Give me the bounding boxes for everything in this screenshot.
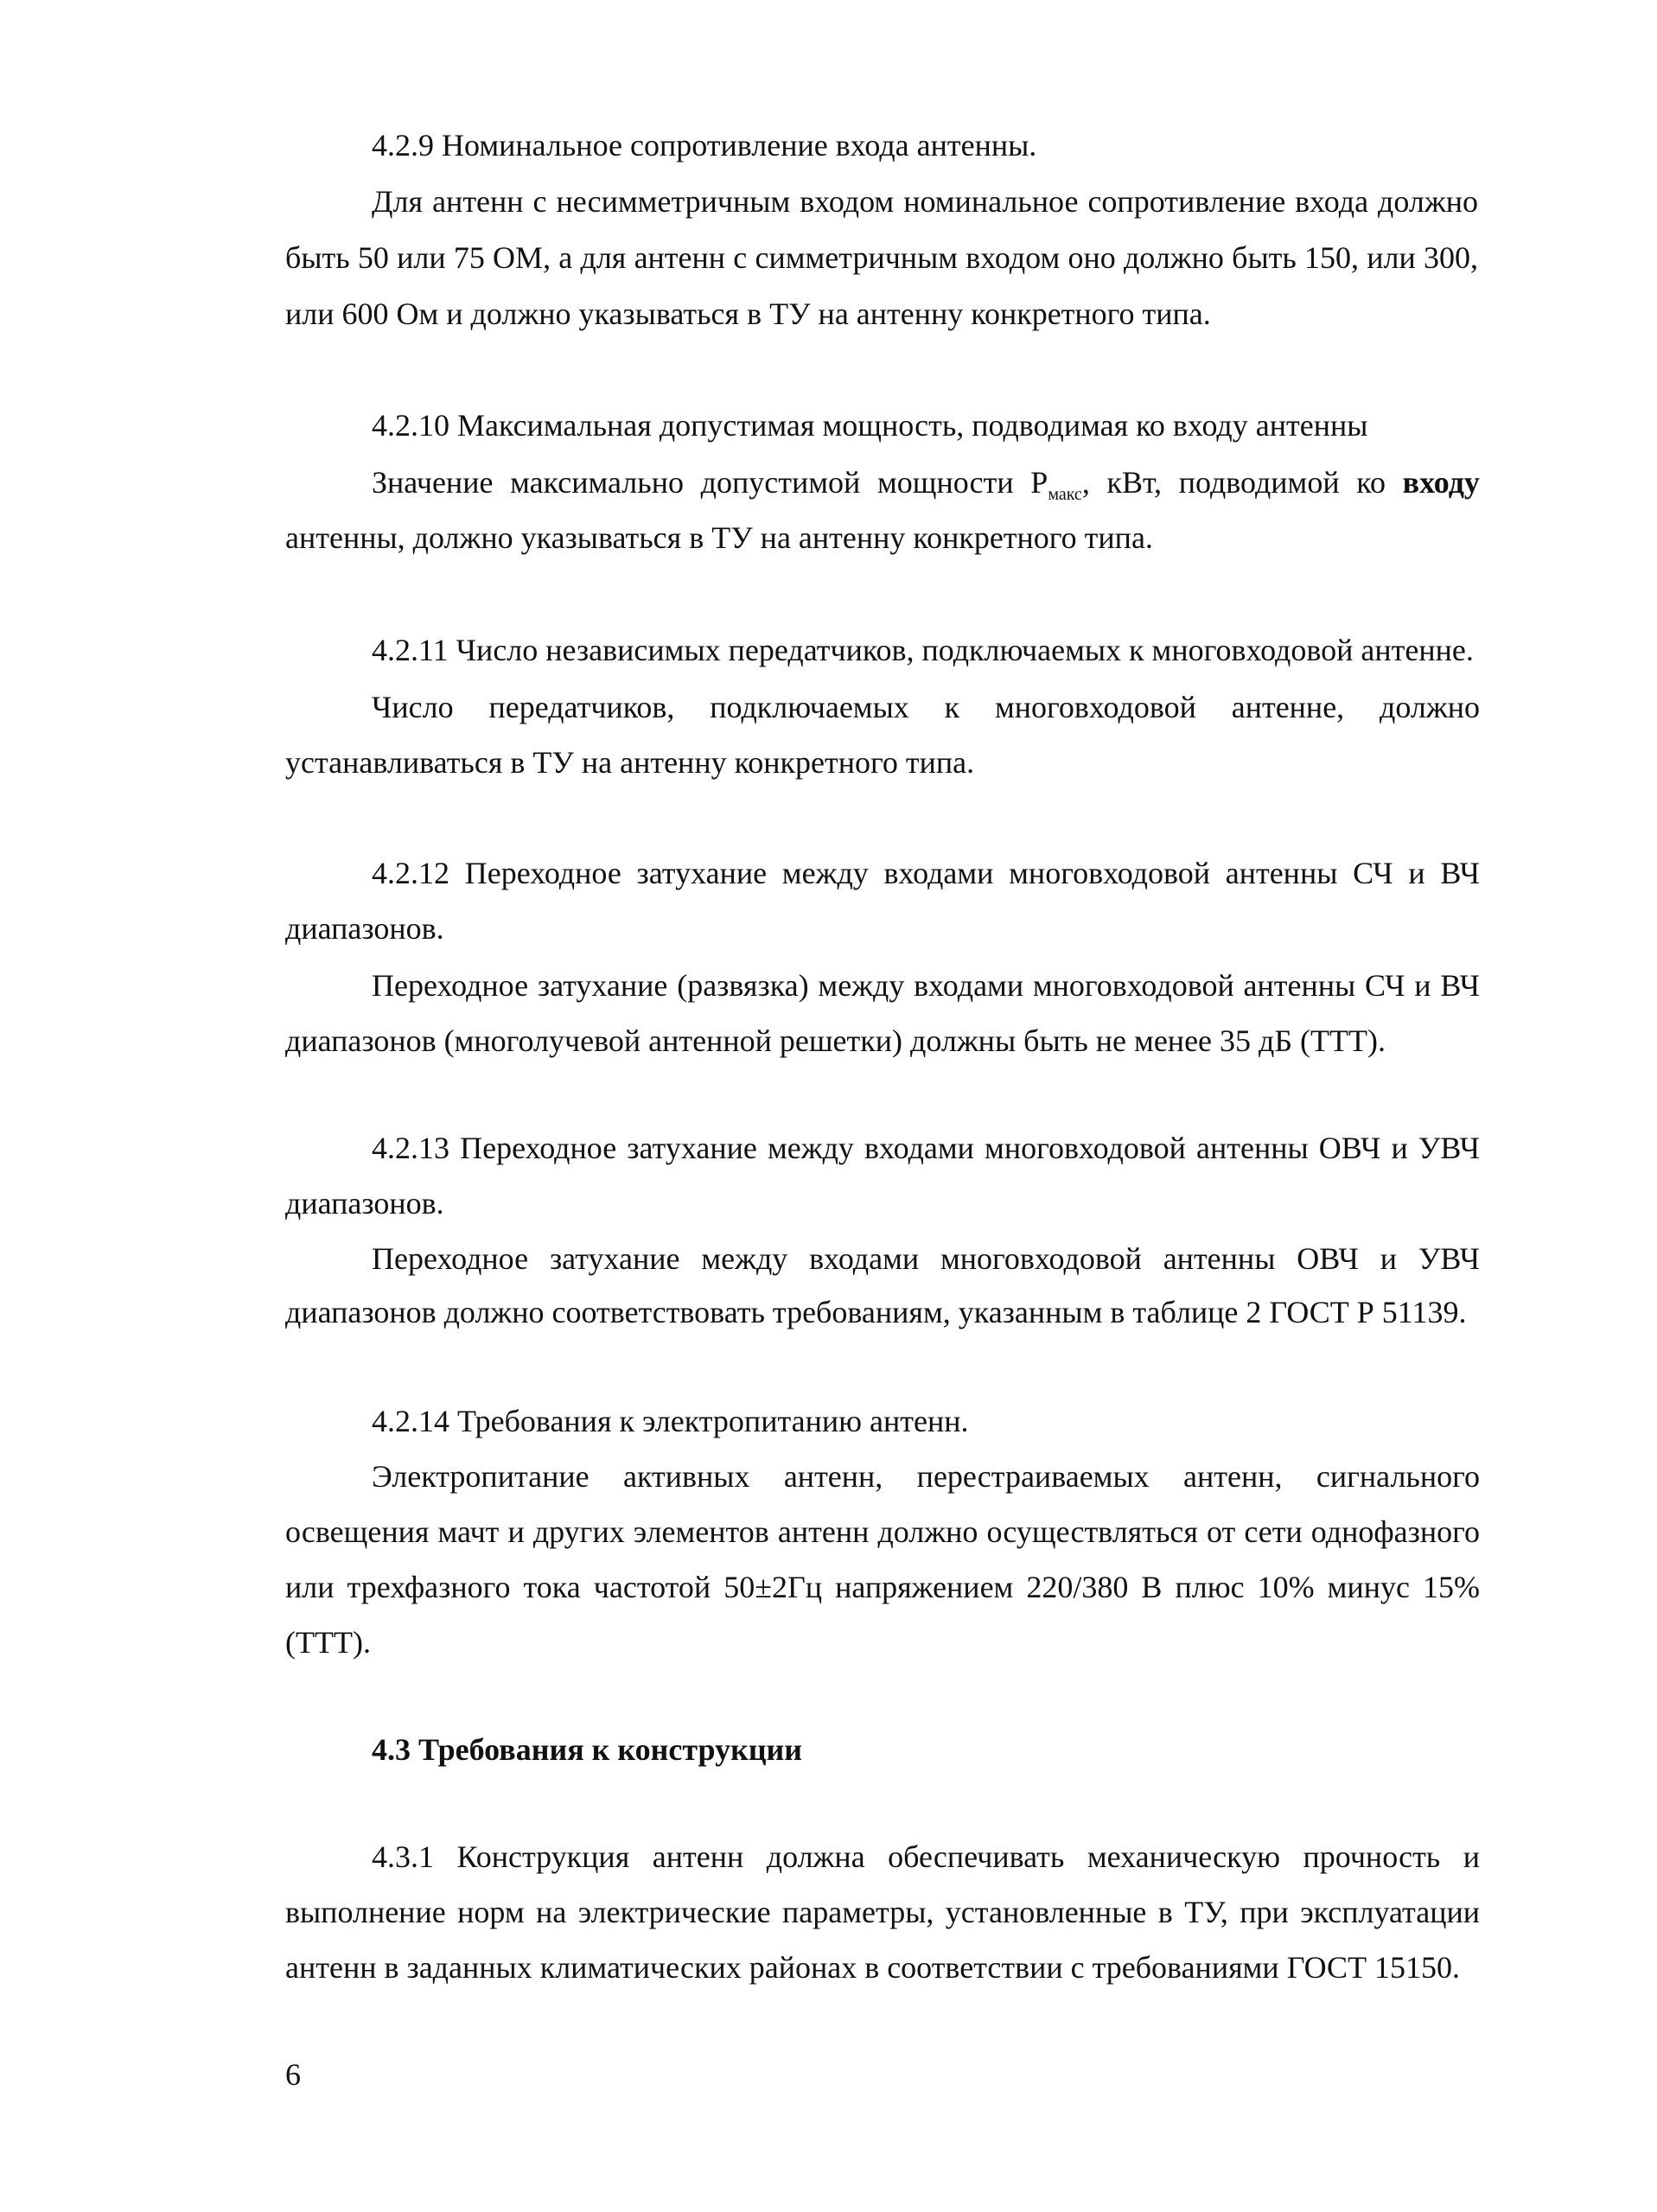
section-heading-4-2-14: 4.2.14 Требования к электропитанию антенн. bbox=[372, 1404, 969, 1438]
paragraph-line-power: Значение максимально допустимой мощности $P_{макс}$, кВт, подводимой ко входу bbox=[372, 465, 1480, 505]
paragraph-line: выполнение норм на электрические параметры, установленные в ТУ, при эксплуатации bbox=[285, 1895, 1480, 1929]
paragraph-line: диапазонов. bbox=[285, 911, 444, 946]
section-heading-4-3: 4.3 Требования к конструкции bbox=[372, 1732, 803, 1767]
paragraph-line: антенн в заданных климатических районах в соответствии с требованиями ГОСТ 15150. bbox=[285, 1950, 1461, 1985]
paragraph-line: диапазонов. bbox=[285, 1186, 444, 1221]
paragraph-line: Электропитание активных антенн, перестраиваемых антенн, сигнального bbox=[372, 1459, 1480, 1494]
paragraph-line: (ТТТ). bbox=[285, 1625, 371, 1660]
paragraph-line: или 600 Ом и должно указываться в ТУ на антенну конкретного типа. bbox=[285, 296, 1211, 331]
paragraph-line: освещения мачт и других элементов антенн должно осуществляться от сети однофазного bbox=[285, 1514, 1480, 1549]
section-heading-4-2-12: 4.2.12 Переходное затухание между входами многовходовой антенны СЧ и ВЧ bbox=[372, 856, 1480, 890]
section-heading-4-2-11: 4.2.11 Число независимых передатчиков, подключаемых к многовходовой антенне. bbox=[372, 633, 1474, 667]
paragraph-line: антенны, должно указываться в ТУ на антенну конкретного типа. bbox=[285, 520, 1153, 555]
paragraph-line: Число передатчиков, подключаемых к многовходовой антенне, должно bbox=[372, 690, 1480, 724]
paragraph-line: быть 50 или 75 ОМ, а для антенн с симметричным входом оно должно быть 150, или 300, bbox=[285, 240, 1478, 275]
page-number: 6 bbox=[285, 2057, 301, 2092]
paragraph-line: устанавливаться в ТУ на антенну конкретного типа. bbox=[285, 745, 975, 780]
paragraph-line: или трехфазного тока частотой 50±2Гц напряжением 220/380 В плюс 10% минус 15% bbox=[285, 1570, 1480, 1604]
paragraph-line: диапазонов должно соответствовать требованиям, указанным в таблице 2 ГОСТ Р 51139. bbox=[285, 1295, 1467, 1329]
paragraph-line: Переходное затухание между входами многовходовой антенны ОВЧ и УВЧ bbox=[372, 1241, 1480, 1276]
section-heading-4-2-9: 4.2.9 Номинальное сопротивление входа антенны. bbox=[372, 128, 1037, 163]
paragraph-line: Переходное затухание (развязка) между входами многовходовой антенны СЧ и ВЧ bbox=[372, 968, 1480, 1003]
paragraph-line: Для антенн с несимметричным входом номинальное сопротивление входа должно bbox=[372, 184, 1478, 219]
section-heading-4-2-10: 4.2.10 Максимальная допустимая мощность, подводимая ко входу антенны bbox=[372, 408, 1368, 443]
section-heading-4-3-1: 4.3.1 Конструкция антенн должна обеспечивать механическую прочность и bbox=[372, 1839, 1480, 1874]
paragraph-line: диапазонов (многолучевой антенной решетки) должны быть не менее 35 дБ (ТТТ). bbox=[285, 1023, 1386, 1058]
section-heading-4-2-13: 4.2.13 Переходное затухание между входами многовходовой антенны ОВЧ и УВЧ bbox=[372, 1131, 1480, 1165]
